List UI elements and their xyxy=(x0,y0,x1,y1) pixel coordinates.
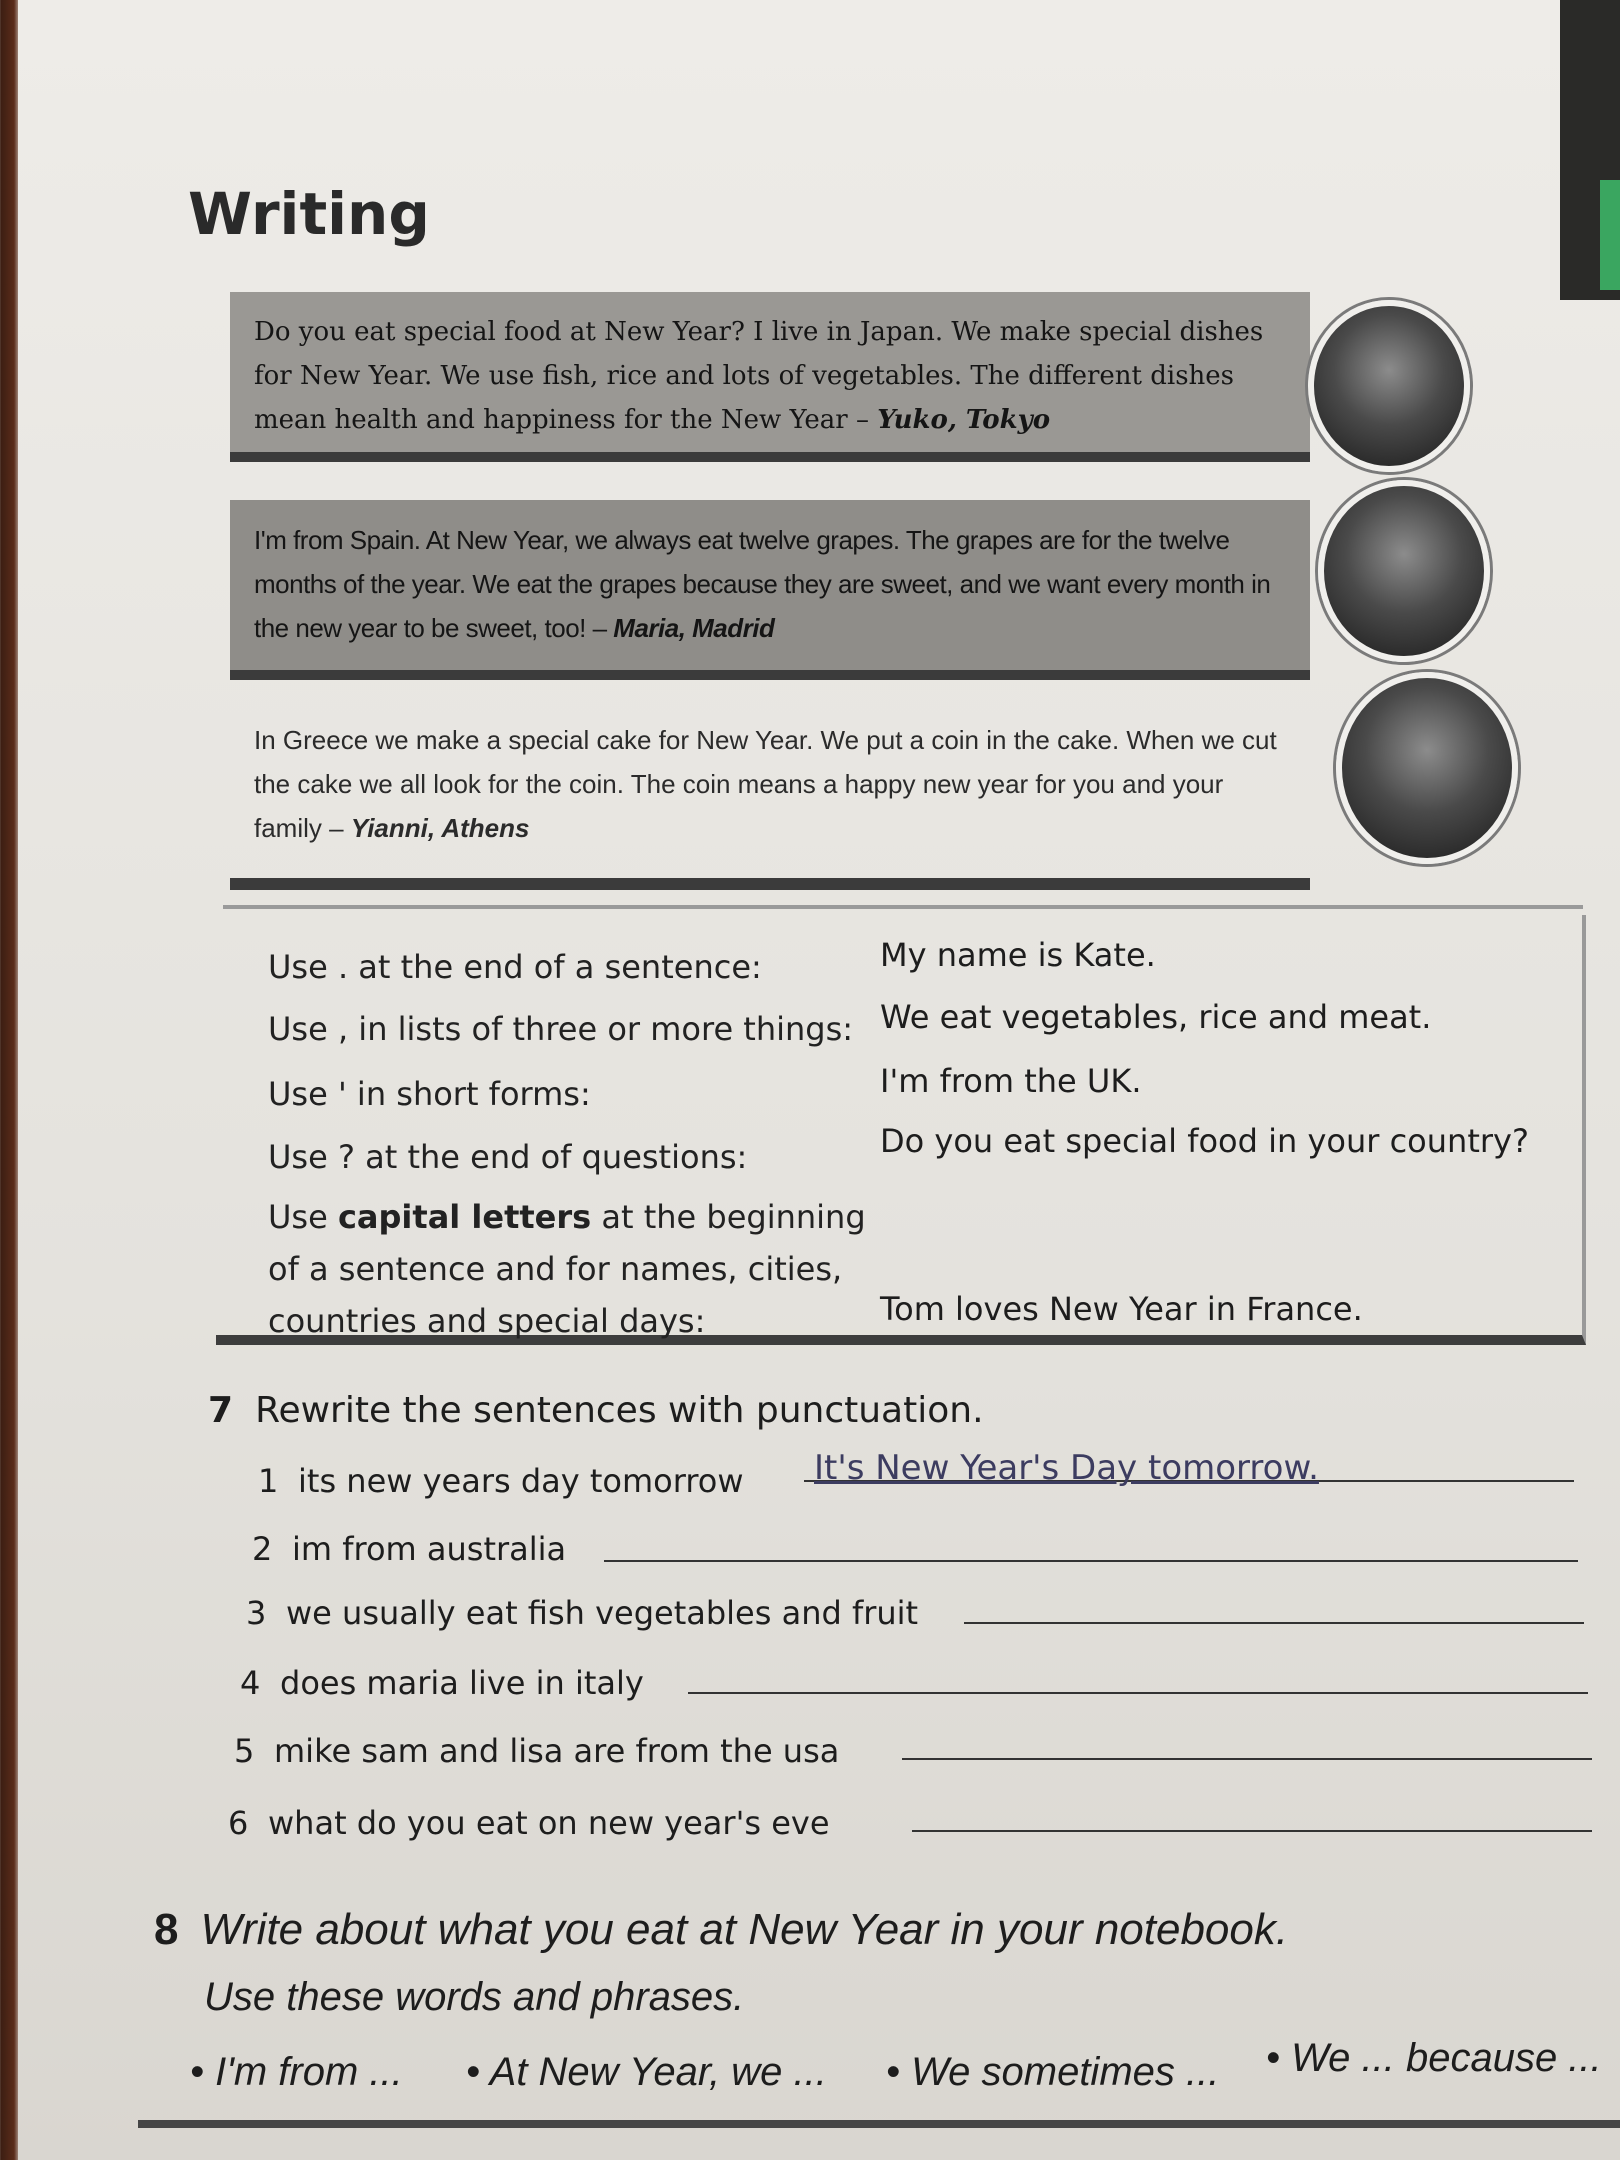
reading-text-yianni xyxy=(230,700,1310,890)
item-text: mike sam and lisa are from the usa xyxy=(274,1732,840,1770)
item-number: 2 xyxy=(252,1530,273,1568)
capital-rule-example: Tom loves New Year in France. xyxy=(880,1290,1363,1328)
capital-rule-prefix: Use xyxy=(268,1198,338,1236)
exercise-item xyxy=(246,1594,918,1632)
item-text: does maria live in italy xyxy=(280,1664,644,1702)
capital-rule-line3: countries and special days: xyxy=(268,1302,706,1340)
text-signature: Yianni, Athens xyxy=(350,813,530,843)
text-body: Do you eat special food at New Year? I live in Japan. We make special dishes for New Year. We use fish, rice and lots of vegetables. The different dishes mean health and happiness for the New Year – xyxy=(254,317,1264,435)
item-text: what do you eat on new year's eve xyxy=(268,1804,830,1842)
rule-text: Use , in lists of three or more things: xyxy=(268,1010,854,1048)
item-number: 3 xyxy=(246,1594,267,1632)
reading-text-maria xyxy=(230,500,1310,680)
answer-line[interactable] xyxy=(964,1622,1584,1624)
text-body: In Greece we make a special cake for New Year. We put a coin in the cake. When we cut the cake we all look for the coin. The coin means a happy new year for you and your family – xyxy=(254,725,1277,843)
exercise-item xyxy=(228,1804,830,1842)
exercise-7-heading xyxy=(208,1390,984,1431)
photo-maria xyxy=(1318,480,1490,662)
phrase-chip: • I'm from ... xyxy=(190,2050,403,2094)
rule-example: Do you eat special food in your country? xyxy=(880,1122,1529,1160)
answer-line[interactable] xyxy=(902,1758,1592,1760)
capital-rule-suffix: at the beginning xyxy=(591,1198,866,1236)
exercise-item xyxy=(252,1530,566,1568)
rule-example: We eat vegetables, rice and meat. xyxy=(880,998,1432,1036)
rule-text: Use ? at the end of questions: xyxy=(268,1138,748,1176)
exercise-number: 8 xyxy=(154,1905,179,1954)
text-signature: Yuko, Tokyo xyxy=(877,405,1051,435)
answer-line[interactable] xyxy=(604,1560,1578,1562)
phrase-chip: • At New Year, we ... xyxy=(466,2050,827,2094)
phrase-chip: • We sometimes ... xyxy=(886,2050,1220,2094)
exercise-item xyxy=(234,1732,839,1770)
phrase-chip: • We ... because ... xyxy=(1266,2036,1602,2080)
item-text: im from australia xyxy=(292,1530,567,1568)
item-text: its new years day tomorrow xyxy=(298,1462,744,1500)
reading-text-yuko xyxy=(230,292,1310,462)
rule-example: I'm from the UK. xyxy=(880,1062,1142,1100)
exercise-number: 7 xyxy=(208,1390,234,1431)
page-title: Writing xyxy=(188,180,430,248)
item-number: 1 xyxy=(258,1462,279,1500)
capital-rule-line2: of a sentence and for names, cities, xyxy=(268,1250,843,1288)
exercise-item xyxy=(240,1664,644,1702)
item-number: 4 xyxy=(240,1664,261,1702)
item-number: 6 xyxy=(228,1804,249,1842)
exercise-instruction: Write about what you eat at New Year in your notebook. xyxy=(200,1905,1289,1954)
answer-line[interactable] xyxy=(912,1830,1592,1832)
answer-line[interactable] xyxy=(688,1692,1588,1694)
exercise-8-heading xyxy=(154,1905,1288,1955)
exercise-instruction: Rewrite the sentences with punctuation. xyxy=(255,1390,984,1431)
exercise-item xyxy=(258,1462,744,1500)
photo-yianni xyxy=(1336,672,1518,864)
item-number: 5 xyxy=(234,1732,255,1770)
exercise-8-subinstruction: Use these words and phrases. xyxy=(204,1975,745,2019)
worksheet-page xyxy=(18,0,1620,2160)
rule-text: Use ' in short forms: xyxy=(268,1075,591,1113)
item-text: we usually eat fish vegetables and fruit xyxy=(286,1594,919,1632)
rule-text: Use . at the end of a sentence: xyxy=(268,948,762,986)
photo-yuko xyxy=(1308,300,1470,472)
rule-example: My name is Kate. xyxy=(880,936,1156,974)
text-body: I'm from Spain. At New Year, we always eat twelve grapes. The grapes are for the twelve months of the year. We eat the grapes because they are sweet, and we want every month in the new year to be sweet, too! – xyxy=(254,525,1271,643)
capital-rule-line1 xyxy=(268,1198,866,1236)
background-green-object xyxy=(1600,180,1620,290)
handwritten-answer: It's New Year's Day tomorrow. xyxy=(814,1448,1319,1488)
text-signature: Maria, Madrid xyxy=(613,613,775,643)
bottom-rule xyxy=(138,2120,1620,2128)
capital-rule-bold: capital letters xyxy=(337,1198,592,1236)
rules-panel-top-rule xyxy=(223,905,1583,909)
